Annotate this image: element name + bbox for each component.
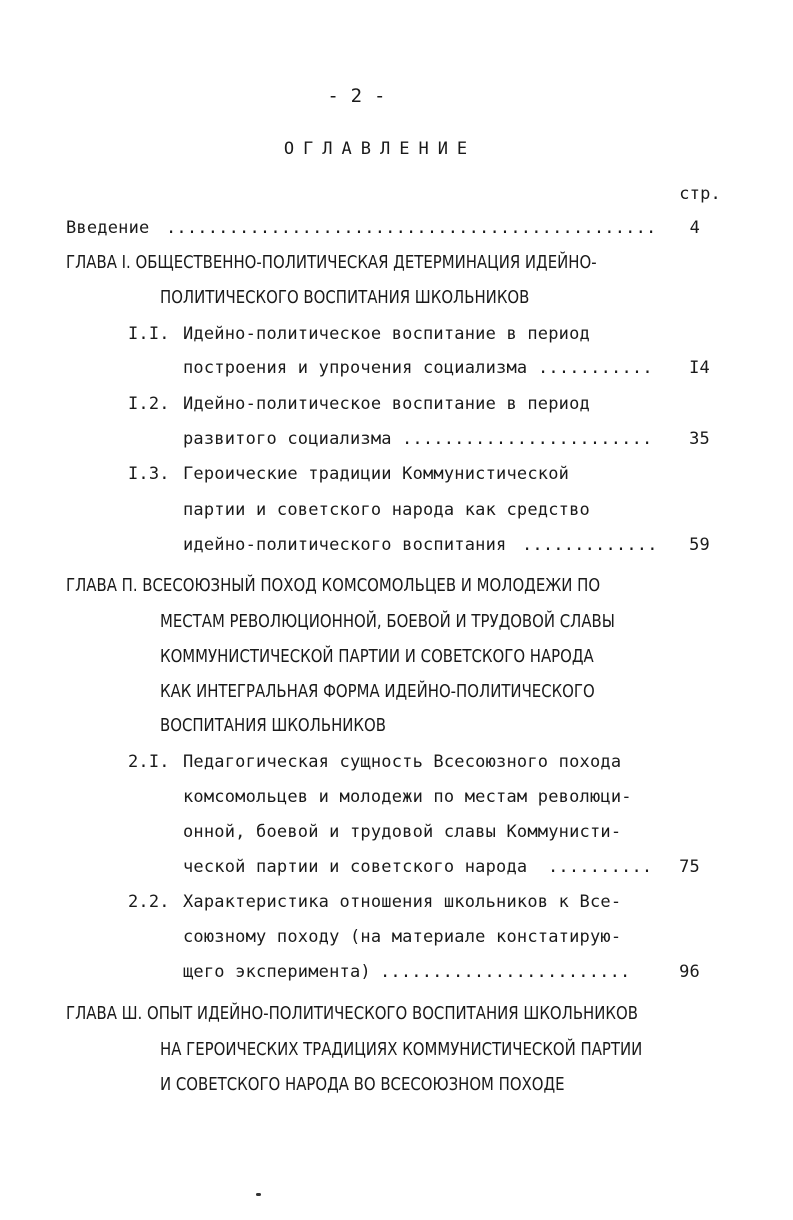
chapter-2-heading-cont: МЕСТАМ РЕВОЛЮЦИОННОЙ, БОЕВОЙ И ТРУДОВОЙ СЛАВЫ <box>160 611 615 632</box>
chapter-3-heading-cont-2: И СОВЕТСКОГО НАРОДА ВО ВСЕСОЮЗНОМ ПОХОДЕ <box>160 1074 565 1095</box>
section-1-3-dots: ............. <box>522 535 658 555</box>
page-title: ОГЛАВЛЕНИЕ <box>283 139 477 159</box>
section-1-2-title-cont: развитого социализма <box>183 429 392 449</box>
section-2-1-title-cont-2: онной, боевой и трудовой славы Коммунисти- <box>183 822 622 842</box>
section-2-2-title-cont-2: щего эксперимента) <box>183 962 371 982</box>
chapter-2-heading-cont-3: КАК ИНТЕГРАЛЬНАЯ ФОРМА ИДЕЙНО-ПОЛИТИЧЕСКОГО <box>160 681 595 702</box>
section-1-3-page: 59 <box>689 535 710 555</box>
page-column-label: стр. <box>679 184 721 204</box>
section-1-3-number: I.3. <box>128 464 170 484</box>
section-1-1-dots: ........... <box>538 358 653 378</box>
section-2-2-dots: ........................ <box>380 962 631 982</box>
section-2-1-title-cont-3: ческой партии и советского народа <box>183 857 528 877</box>
chapter-1-heading: ГЛАВА I. ОБЩЕСТВЕННО-ПОЛИТИЧЕСКАЯ ДЕТЕРМИНАЦИЯ ИДЕЙНО- <box>66 252 597 273</box>
section-1-1-title-cont: построения и упрочения социализма <box>183 358 528 378</box>
chapter-1-heading-cont: ПОЛИТИЧЕСКОГО ВОСПИТАНИЯ ШКОЛЬНИКОВ <box>160 287 530 308</box>
chapter-3-heading: ГЛАВА Ш. ОПЫТ ИДЕЙНО-ПОЛИТИЧЕСКОГО ВОСПИТАНИЯ ШКОЛЬНИКОВ <box>66 1003 638 1024</box>
section-2-2-title: Характеристика отношения школьников к Все- <box>183 892 622 912</box>
section-2-1-dots: .......... <box>548 857 653 877</box>
section-2-2-page: 96 <box>679 962 700 982</box>
section-2-1-title-cont: комсомольцев и молодежи по местам революци- <box>183 787 632 807</box>
section-1-2-number: I.2. <box>128 394 170 414</box>
section-2-1-number: 2.I. <box>128 752 170 772</box>
toc-entry-intro-page: 4 <box>689 218 700 238</box>
section-1-1-page: I4 <box>689 358 710 378</box>
toc-entry-intro-label: Введение <box>66 218 150 238</box>
section-2-2-title-cont: союзному походу (на материале констатирую- <box>183 927 622 947</box>
toc-entry-intro-dots: ............................................... <box>166 218 657 238</box>
chapter-3-heading-cont: НА ГЕРОИЧЕСКИХ ТРАДИЦИЯХ КОММУНИСТИЧЕСКОЙ ПАРТИИ <box>160 1039 643 1060</box>
section-1-3-title-cont: партии и советского народа как средство <box>183 500 590 520</box>
chapter-2-heading-cont-2: КОММУНИСТИЧЕСКОЙ ПАРТИИ И СОВЕТСКОГО НАРОДА <box>160 646 594 667</box>
section-1-2-dots: ........................ <box>402 429 653 449</box>
chapter-2-heading: ГЛАВА П. ВСЕСОЮЗНЫЙ ПОХОД КОМСОМОЛЬЦЕВ И МОЛОДЕЖИ ПО <box>66 575 601 596</box>
page-number: - 2 - <box>327 85 386 107</box>
section-1-1-title: Идейно-политическое воспитание в период <box>183 324 590 344</box>
section-2-2-number: 2.2. <box>128 892 170 912</box>
section-2-1-title: Педагогическая сущность Всесоюзного похода <box>183 752 622 772</box>
section-1-2-page: 35 <box>689 429 710 449</box>
section-2-1-page: 75 <box>679 857 700 877</box>
section-1-3-title-cont-2: идейно-политического воспитания <box>183 535 507 555</box>
section-1-3-title: Героические традиции Коммунистической <box>183 464 570 484</box>
chapter-2-heading-cont-4: ВОСПИТАНИЯ ШКОЛЬНИКОВ <box>160 715 386 736</box>
section-1-1-number: I.I. <box>128 324 170 344</box>
scan-mark <box>256 1193 261 1196</box>
section-1-2-title: Идейно-политическое воспитание в период <box>183 394 590 414</box>
